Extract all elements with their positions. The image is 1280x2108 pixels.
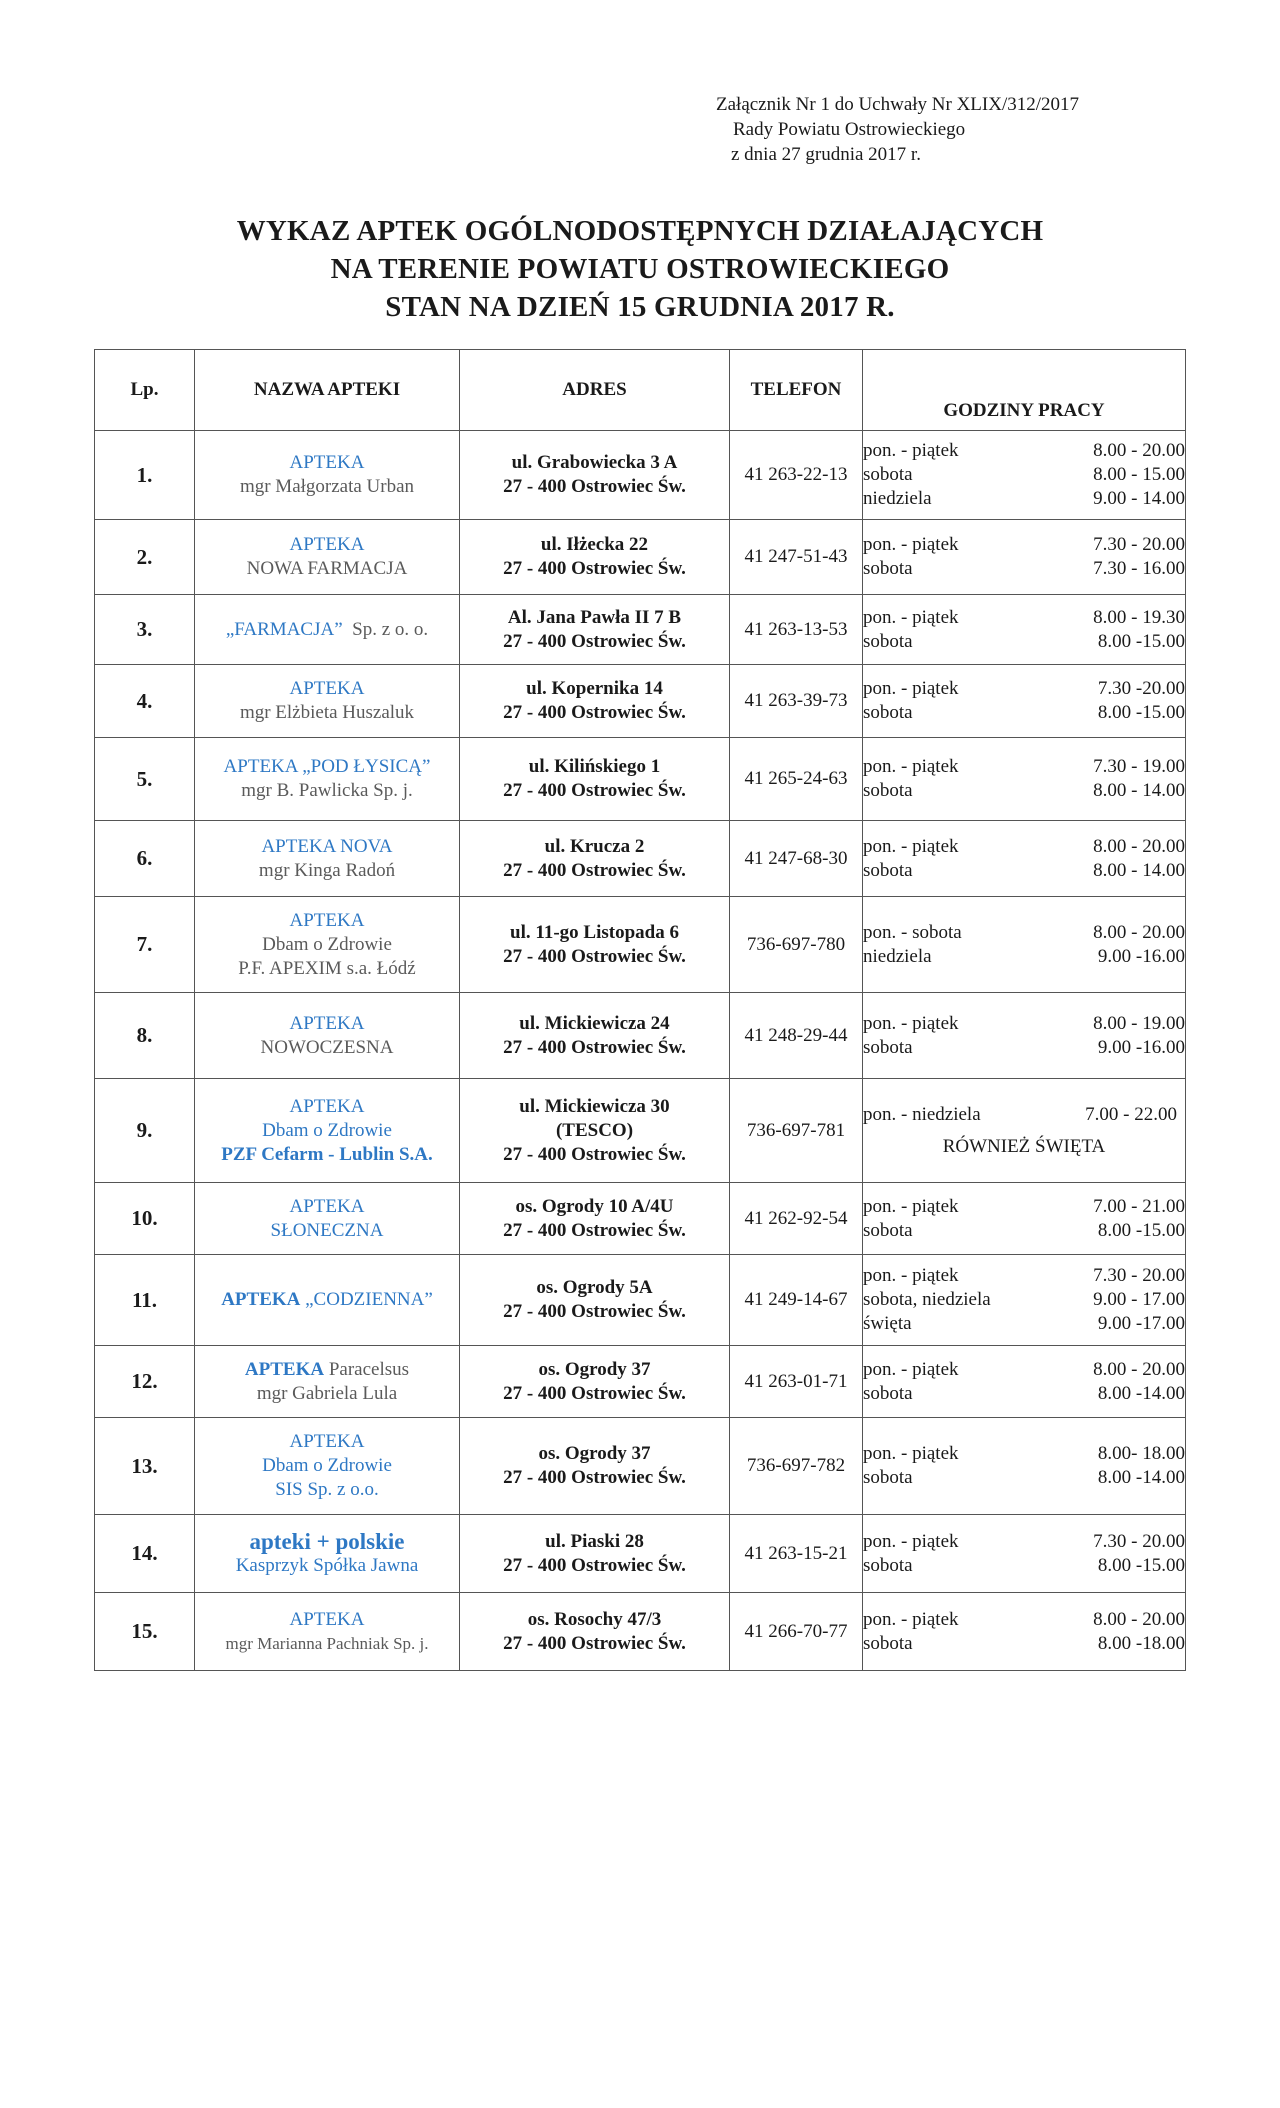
opening-hours: [863, 1346, 1186, 1418]
pharmacy-name: [195, 1079, 460, 1183]
hours-time: 7.00 - 22.00: [1085, 1103, 1177, 1125]
hours-days: pon. - sobota: [863, 921, 962, 943]
name-line: APTEKA: [289, 1012, 365, 1034]
hours-days: sobota: [863, 1467, 913, 1488]
pharmacy-name: [195, 1183, 460, 1255]
hours-days: pon. - piątek: [863, 534, 959, 555]
pharmacy-address: [460, 1079, 730, 1183]
name-line: APTEKA: [289, 678, 365, 699]
address-line: ul. Mickiewicza 30: [519, 1095, 670, 1117]
hours-days: pon. - piątek: [863, 440, 959, 461]
name-line: SŁONECZNA: [270, 1219, 384, 1241]
hours-days: sobota: [863, 702, 913, 723]
hours-days: sobota: [863, 1554, 913, 1576]
hours-days: pon. - piątek: [863, 756, 959, 777]
name-line: Dbam o Zdrowie: [262, 933, 392, 955]
opening-hours: [863, 595, 1186, 665]
hours-time: 7.30 - 16.00: [1093, 558, 1185, 579]
hours-days: pon. - piątek: [863, 1012, 959, 1034]
address-line: ul. Piaski 28: [545, 1530, 644, 1552]
address-line: ul. Kilińskiego 1: [528, 756, 661, 777]
address-line: ul. Mickiewicza 24: [519, 1012, 670, 1034]
pharmacy-address: [460, 1515, 730, 1593]
document-title: [0, 212, 1280, 326]
pharmacy-address: [460, 595, 730, 665]
opening-hours: [863, 1593, 1186, 1671]
address-line: 27 - 400 Ostrowiec Św.: [503, 1632, 686, 1654]
pharmacy-address: [460, 1593, 730, 1671]
name-line: Kasprzyk Spółka Jawna: [235, 1554, 419, 1576]
pharmacy-phone: 41 247-51-43: [730, 520, 863, 595]
pharmacy-name: [195, 1418, 460, 1515]
pharmacy-name: [195, 821, 460, 897]
pharmacy-phone: 736-697-782: [730, 1418, 863, 1515]
hours-time: 7.30 -20.00: [1097, 678, 1185, 699]
table-row: [95, 1418, 1186, 1515]
hours-time: 7.30 - 20.00: [1093, 534, 1185, 555]
name-line: „FARMACJA”: [225, 618, 343, 640]
table-row: [95, 1255, 1186, 1346]
hours-days: niedziela: [863, 945, 932, 967]
table-row: [95, 1515, 1186, 1593]
name-line: mgr Elżbieta Huszaluk: [239, 702, 415, 723]
hours-time: 8.00 -14.00: [1097, 1382, 1185, 1404]
address-line: 27 - 400 Ostrowiec Św.: [503, 780, 686, 801]
hours-days: święta: [863, 1313, 912, 1334]
header-name: NAZWA APTEKI: [195, 350, 460, 431]
name-line: Dbam o Zdrowie: [262, 1119, 392, 1141]
opening-hours: [863, 738, 1186, 821]
row-number: 3.: [95, 595, 195, 665]
hours-time: 9.00 -16.00: [1097, 945, 1185, 967]
header-lp: Lp.: [95, 350, 195, 431]
hours-time: 9.00 -16.00: [1097, 1036, 1185, 1058]
hours-time: 8.00 - 19.30: [1093, 606, 1185, 628]
table-row: [95, 1593, 1186, 1671]
row-number: 9.: [95, 1079, 195, 1183]
hours-days: pon. - piątek: [863, 678, 959, 699]
table-row: [95, 520, 1186, 595]
address-line: 27 - 400 Ostrowiec Św.: [503, 1143, 686, 1165]
table-row: [95, 665, 1186, 738]
name-line: Sp. z o. o.: [352, 618, 429, 640]
hours-time: 7.00 - 21.00: [1093, 1195, 1185, 1217]
address-line: ul. Iłżecka 22: [540, 534, 649, 555]
address-line: os. Ogrody 37: [538, 1358, 651, 1380]
name-line: „CODZIENNA”: [305, 1289, 433, 1310]
name-line: mgr Marianna Pachniak Sp. j.: [225, 1633, 429, 1653]
address-line: 27 - 400 Ostrowiec Św.: [503, 1036, 686, 1058]
name-line: mgr B. Pawlicka Sp. j.: [241, 780, 413, 801]
opening-hours: [863, 821, 1186, 897]
pharmacy-name: [195, 993, 460, 1079]
name-line: apteki + polskie: [249, 1528, 405, 1554]
pharmacy-address: [460, 1418, 730, 1515]
name-line: APTEKA: [221, 1289, 301, 1310]
header-phone: TELEFON: [730, 350, 863, 431]
pharmacy-name: [195, 1515, 460, 1593]
pharmacy-name: [195, 595, 460, 665]
name-line: APTEKA: [289, 1095, 365, 1117]
annex-line: Rady Powiatu Ostrowieckiego: [733, 119, 966, 140]
hours-days: sobota, niedziela: [863, 1289, 991, 1310]
hours-days: pon. - piątek: [863, 1443, 959, 1464]
hours-time: 8.00 - 14.00: [1093, 859, 1185, 881]
opening-hours: [863, 520, 1186, 595]
name-line: APTEKA: [289, 1608, 365, 1630]
hours-days: pon. - piątek: [863, 835, 959, 857]
row-number: 8.: [95, 993, 195, 1079]
opening-hours: [863, 1183, 1186, 1255]
address-line: 27 - 400 Ostrowiec Św.: [503, 859, 686, 881]
address-line: os. Ogrody 5A: [536, 1277, 653, 1298]
name-line: Dbam o Zdrowie: [262, 1455, 392, 1476]
hours-time: 8.00 - 20.00: [1093, 835, 1185, 857]
table-row: [95, 595, 1186, 665]
pharmacy-name: [195, 1346, 460, 1418]
pharmacy-phone: 41 262-92-54: [730, 1183, 863, 1255]
hours-days: pon. - piątek: [863, 1608, 959, 1630]
pharmacy-address: [460, 993, 730, 1079]
opening-hours: [863, 897, 1186, 993]
address-line: 27 - 400 Ostrowiec Św.: [503, 558, 686, 579]
pharmacy-address: [460, 1255, 730, 1346]
name-line: mgr Kinga Radoń: [258, 859, 396, 881]
opening-hours: [863, 1515, 1186, 1593]
opening-hours: [863, 1255, 1186, 1346]
row-number: 12.: [95, 1346, 195, 1418]
pharmacy-name: [195, 520, 460, 595]
address-line: ul. Grabowiecka 3 A: [511, 452, 678, 473]
opening-hours: [863, 993, 1186, 1079]
table-row: [95, 993, 1186, 1079]
hours-time: 7.30 - 19.00: [1093, 756, 1185, 777]
pharmacy-phone: 41 263-13-53: [730, 595, 863, 665]
hours-days: niedziela: [863, 488, 932, 509]
pharmacy-name: [195, 431, 460, 520]
pharmacy-name: [195, 665, 460, 738]
table-row: [95, 431, 1186, 520]
opening-hours: [863, 431, 1186, 520]
pharmacy-name: [195, 1255, 460, 1346]
table-row: [95, 1346, 1186, 1418]
pharmacy-name: [195, 738, 460, 821]
address-line: 27 - 400 Ostrowiec Św.: [503, 1301, 686, 1322]
hours-days: sobota: [863, 1036, 913, 1058]
pharmacy-phone: 41 263-22-13: [730, 431, 863, 520]
pharmacy-phone: 41 263-01-71: [730, 1346, 863, 1418]
name-line: P.F. APEXIM s.a. Łódź: [238, 957, 416, 979]
address-line: 27 - 400 Ostrowiec Św.: [503, 630, 686, 652]
name-line: Paracelsus: [328, 1358, 410, 1380]
pharmacy-address: [460, 738, 730, 821]
pharmacy-phone: 41 263-39-73: [730, 665, 863, 738]
hours-time: 9.00 - 14.00: [1093, 488, 1185, 509]
header-hours: GODZINY PRACY: [863, 350, 1186, 431]
name-line: mgr Gabriela Lula: [256, 1382, 398, 1404]
table-row: [95, 897, 1186, 993]
name-line: APTEKA NOVA: [261, 835, 393, 857]
name-line: APTEKA: [289, 909, 365, 931]
pharmacy-address: [460, 520, 730, 595]
hours-days: pon. - piątek: [863, 1195, 959, 1217]
hours-days: sobota: [863, 859, 913, 881]
annex-reference: [716, 92, 1079, 167]
row-number: 11.: [95, 1255, 195, 1346]
row-number: 5.: [95, 738, 195, 821]
address-line: os. Rosochy 47/3: [527, 1608, 662, 1630]
pharmacy-address: [460, 665, 730, 738]
pharmacy-name: [195, 1593, 460, 1671]
table-header-row: [95, 350, 1186, 431]
annex-line: Załącznik Nr 1 do Uchwały Nr XLIX/312/2017: [716, 94, 1080, 115]
name-line: PZF Cefarm - Lublin S.A.: [221, 1143, 433, 1165]
pharmacy-phone: 41 249-14-67: [730, 1255, 863, 1346]
opening-hours: [863, 665, 1186, 738]
address-line: Al. Jana Pawła II 7 B: [507, 606, 682, 628]
hours-days: sobota: [863, 630, 913, 652]
hours-time: 8.00 - 19.00: [1093, 1012, 1185, 1034]
name-line: NOWOCZESNA: [260, 1036, 394, 1058]
pharmacy-address: [460, 1183, 730, 1255]
header-address: ADRES: [460, 350, 730, 431]
opening-hours: [863, 1079, 1186, 1183]
address-line: (TESCO): [555, 1119, 634, 1141]
name-line: SIS Sp. z o.o.: [275, 1479, 379, 1500]
hours-time: 7.30 - 20.00: [1093, 1530, 1185, 1552]
pharmacy-address: [460, 821, 730, 897]
hours-time: 8.00 -15.00: [1097, 702, 1185, 723]
hours-time: 8.00 - 20.00: [1093, 1358, 1185, 1380]
name-line: APTEKA: [289, 1431, 365, 1452]
hours-time: 8.00 -15.00: [1097, 1219, 1185, 1241]
address-line: 27 - 400 Ostrowiec Św.: [503, 1382, 686, 1404]
hours-days: pon. - piątek: [863, 1530, 959, 1552]
row-number: 1.: [95, 431, 195, 520]
pharmacy-phone: 41 263-15-21: [730, 1515, 863, 1593]
name-line: mgr Małgorzata Urban: [239, 476, 415, 497]
title-line: STAN NA DZIEŃ 15 GRUDNIA 2017 R.: [385, 291, 895, 323]
hours-time: 8.00 -15.00: [1097, 1554, 1185, 1576]
address-line: os. Ogrody 10 A/4U: [515, 1195, 674, 1217]
hours-time: 8.00 - 15.00: [1093, 464, 1185, 485]
hours-time: 8.00 - 20.00: [1093, 1608, 1185, 1630]
hours-time: 8.00 - 14.00: [1093, 780, 1185, 801]
hours-time: 9.00 -17.00: [1097, 1313, 1185, 1334]
annex-line: z dnia 27 grudnia 2017 r.: [731, 144, 921, 165]
hours-days: sobota: [863, 1382, 913, 1404]
pharmacy-phone: 736-697-780: [730, 897, 863, 993]
hours-days: sobota: [863, 780, 913, 801]
hours-time: 8.00 -18.00: [1097, 1632, 1185, 1654]
row-number: 2.: [95, 520, 195, 595]
pharmacy-name: [195, 897, 460, 993]
address-line: 27 - 400 Ostrowiec Św.: [503, 945, 686, 967]
hours-time: 8.00- 18.00: [1097, 1443, 1185, 1464]
name-line: APTEKA: [289, 452, 365, 473]
hours-time: 9.00 - 17.00: [1093, 1289, 1185, 1310]
row-number: 10.: [95, 1183, 195, 1255]
pharmacy-phone: 41 248-29-44: [730, 993, 863, 1079]
pharmacy-address: [460, 897, 730, 993]
hours-days: sobota: [863, 1219, 913, 1241]
hours-days: sobota: [863, 1632, 913, 1654]
address-line: 27 - 400 Ostrowiec Św.: [503, 1219, 686, 1241]
address-line: ul. Krucza 2: [544, 835, 645, 857]
row-number: 15.: [95, 1593, 195, 1671]
hours-days: pon. - piątek: [863, 1265, 959, 1286]
name-line: APTEKA: [244, 1358, 325, 1380]
title-line: WYKAZ APTEK OGÓLNODOSTĘPNYCH DZIAŁAJĄCYCH: [236, 215, 1044, 247]
hours-time: 8.00 -14.00: [1097, 1467, 1185, 1488]
address-line: 27 - 400 Ostrowiec Św.: [503, 702, 686, 723]
name-line: APTEKA: [289, 1195, 365, 1217]
name-line: APTEKA: [289, 534, 365, 555]
address-line: 27 - 400 Ostrowiec Św.: [503, 1467, 686, 1488]
opening-hours: [863, 1418, 1186, 1515]
pharmacy-phone: 41 266-70-77: [730, 1593, 863, 1671]
address-line: ul. Kopernika 14: [526, 678, 663, 699]
title-line: NA TERENIE POWIATU OSTROWIECKIEGO: [330, 253, 950, 285]
pharmacy-address: [460, 431, 730, 520]
hours-days: pon. - niedziela: [863, 1103, 981, 1125]
hours-time: 7.30 - 20.00: [1093, 1265, 1185, 1286]
table-row: [95, 821, 1186, 897]
hours-time: 8.00 -15.00: [1097, 630, 1185, 652]
name-line: APTEKA „POD ŁYSICĄ”: [223, 756, 431, 777]
hours-days: pon. - piątek: [863, 1358, 959, 1380]
name-line: NOWA FARMACJA: [246, 558, 408, 579]
hours-days: sobota: [863, 464, 913, 485]
hours-time: 8.00 - 20.00: [1093, 921, 1185, 943]
row-number: 7.: [95, 897, 195, 993]
table-row: [95, 1183, 1186, 1255]
row-number: 13.: [95, 1418, 195, 1515]
address-line: os. Ogrody 37: [538, 1443, 651, 1464]
hours-days: sobota: [863, 558, 913, 579]
table-row: [95, 738, 1186, 821]
address-line: 27 - 400 Ostrowiec Św.: [503, 476, 686, 497]
table-row: [95, 1079, 1186, 1183]
pharmacy-table: [94, 349, 1186, 1671]
pharmacy-phone: 736-697-781: [730, 1079, 863, 1183]
address-line: 27 - 400 Ostrowiec Św.: [503, 1554, 686, 1576]
pharmacy-phone: 41 265-24-63: [730, 738, 863, 821]
pharmacy-address: [460, 1346, 730, 1418]
hours-note: RÓWNIEŻ ŚWIĘTA: [942, 1135, 1106, 1157]
row-number: 4.: [95, 665, 195, 738]
row-number: 14.: [95, 1515, 195, 1593]
hours-days: pon. - piątek: [863, 606, 959, 628]
pharmacy-phone: 41 247-68-30: [730, 821, 863, 897]
address-line: ul. 11-go Listopada 6: [510, 921, 679, 943]
row-number: 6.: [95, 821, 195, 897]
hours-time: 8.00 - 20.00: [1093, 440, 1185, 461]
